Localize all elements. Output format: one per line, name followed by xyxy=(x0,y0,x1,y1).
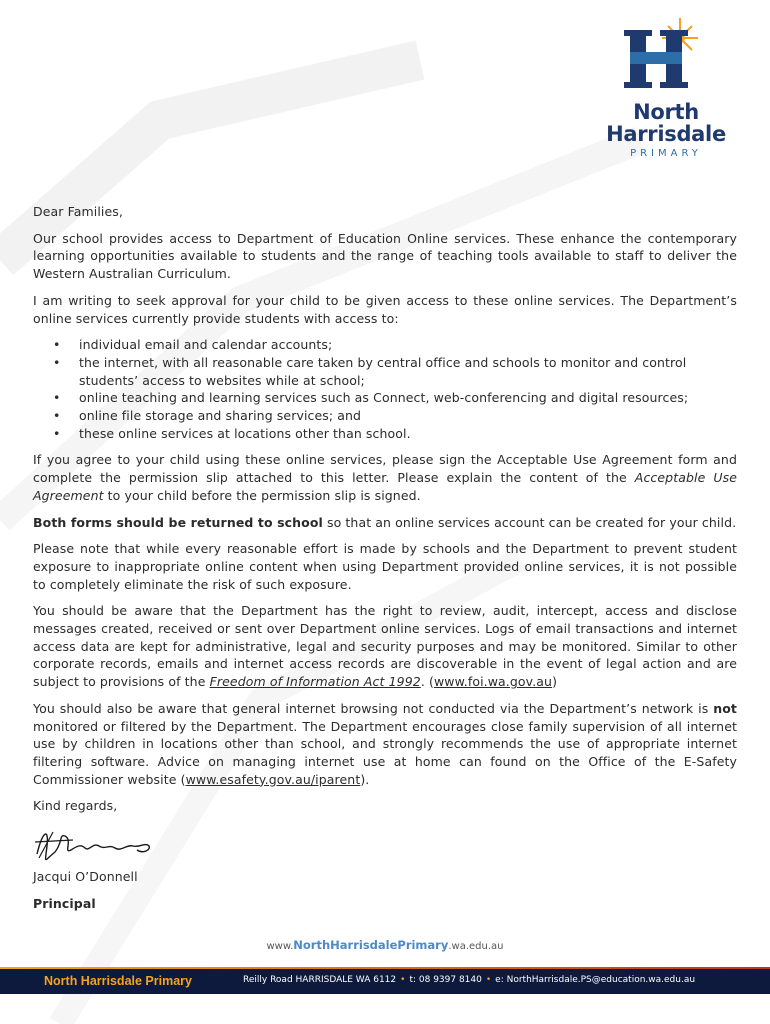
signature-image xyxy=(33,824,153,864)
footer-phone: t: 08 9397 8140 xyxy=(409,975,482,985)
website-prefix: www. xyxy=(266,941,294,952)
footer-contact xyxy=(243,975,743,985)
logo-text-north: North xyxy=(633,100,699,124)
return-forms-text: so that an online services account can be created for your child. xyxy=(322,514,737,530)
services-list xyxy=(33,336,737,442)
list-item: • online teaching and learning services such as Connect, web-conferencing and digital resources; xyxy=(79,389,737,407)
logo-emblem-icon xyxy=(614,16,718,96)
footer-address: Reilly Road HARRISDALE WA 6112 xyxy=(243,975,397,985)
list-item: • these online services at locations other than school. xyxy=(79,425,737,443)
list-item: • individual email and calendar accounts; xyxy=(79,336,737,354)
footer-separator: • xyxy=(400,975,406,985)
paragraph-exposure: Please note that while every reasonable effort is made by schools and the Department to prevent student exposure to inappropriate online content when using Department provided online services, it is not possible to completely eliminate the risk of such exposure. xyxy=(33,541,737,592)
list-item: • the internet, with all reasonable care taken by central office and schools to monitor and control students’ access to websites while at school; xyxy=(79,354,737,389)
footer-accent-line xyxy=(0,967,770,969)
signer-name: Jacqui O’Donnell xyxy=(33,869,138,885)
school-logo xyxy=(586,14,746,159)
foi-act-title: Freedom of Information Act 1992 xyxy=(209,674,421,690)
paragraph-approval: I am writing to seek approval for your child to be given access to these online services. The Department’s online services currently provide students with access to: xyxy=(33,292,737,326)
website-suffix: .wa.edu.au xyxy=(448,941,504,952)
footer-email[interactable]: e: NorthHarrisdale.PS@education.wa.edu.au xyxy=(495,975,696,985)
monitoring-mid: . ( xyxy=(420,674,434,690)
agreement-title: Acceptable Use Agreement xyxy=(33,470,737,503)
signer-title: Principal xyxy=(33,895,96,911)
paragraph-intro: Our school provides access to Department of Education Online services. These enhance the contemporary learning opportunities available to students and the range of teaching tools available to staff to deliver the Western Australian Curriculum. xyxy=(33,230,737,282)
agreement-text: If you agree to your child using these online services, please sign the Acceptable Use Agreement form and complete the permission slip attached to this letter. Please explain the content of the xyxy=(33,452,737,486)
monitoring-end: ) xyxy=(552,674,558,690)
footer-school-name: North Harrisdale Primary xyxy=(44,974,192,988)
letter-body xyxy=(33,203,737,922)
browsing-end: ). xyxy=(360,771,370,787)
school-website[interactable] xyxy=(0,938,770,952)
salutation: Dear Families, xyxy=(33,204,123,219)
esafety-link[interactable]: www.esafety.gov.au/iparent xyxy=(185,771,361,787)
footer-bar xyxy=(0,967,770,994)
list-item: • online file storage and sharing services; and xyxy=(79,407,737,425)
paragraph-return-forms xyxy=(33,514,737,532)
paragraph-monitoring xyxy=(33,602,737,691)
closing: Kind regards, xyxy=(33,798,118,814)
logo-text-harrisdale: Harrisdale xyxy=(606,122,726,146)
return-forms-emphasis: Both forms should be returned to school xyxy=(33,514,323,530)
agreement-text-end: to your child before the permission slip is signed. xyxy=(103,487,421,503)
foi-link[interactable]: www.foi.wa.gov.au xyxy=(433,674,553,690)
website-name: NorthHarrisdalePrimary xyxy=(293,938,449,952)
browsing-emphasis: not xyxy=(713,700,737,716)
footer-separator: • xyxy=(485,975,492,985)
logo-text-primary: PRIMARY xyxy=(630,148,702,159)
paragraph-agreement xyxy=(33,451,737,504)
monitoring-text: You should be aware that the Department has the right to review, audit, intercept, access and disclose messages created, received or sent over Department online services. Logs of email transactions and internet access data are kept for administrative, legal and security purposes and may be monitored. Similar to other corporate records, emails and internet access records are discoverable in the event of legal action and are subject to provisions of the xyxy=(33,603,737,690)
browsing-text: You should also be aware that general internet browsing not conducted via the Department’s network is xyxy=(33,700,714,716)
browsing-text-2: monitored or filtered by the Department. The Department encourages close family supervision of all internet use by children in locations other than school, and strongly recommends the use of appropriate internet filtering software. Advice on managing internet use at home can found on the Office of the E-Safety Commissioner website ( xyxy=(33,718,737,787)
paragraph-internet-browsing xyxy=(33,700,737,789)
